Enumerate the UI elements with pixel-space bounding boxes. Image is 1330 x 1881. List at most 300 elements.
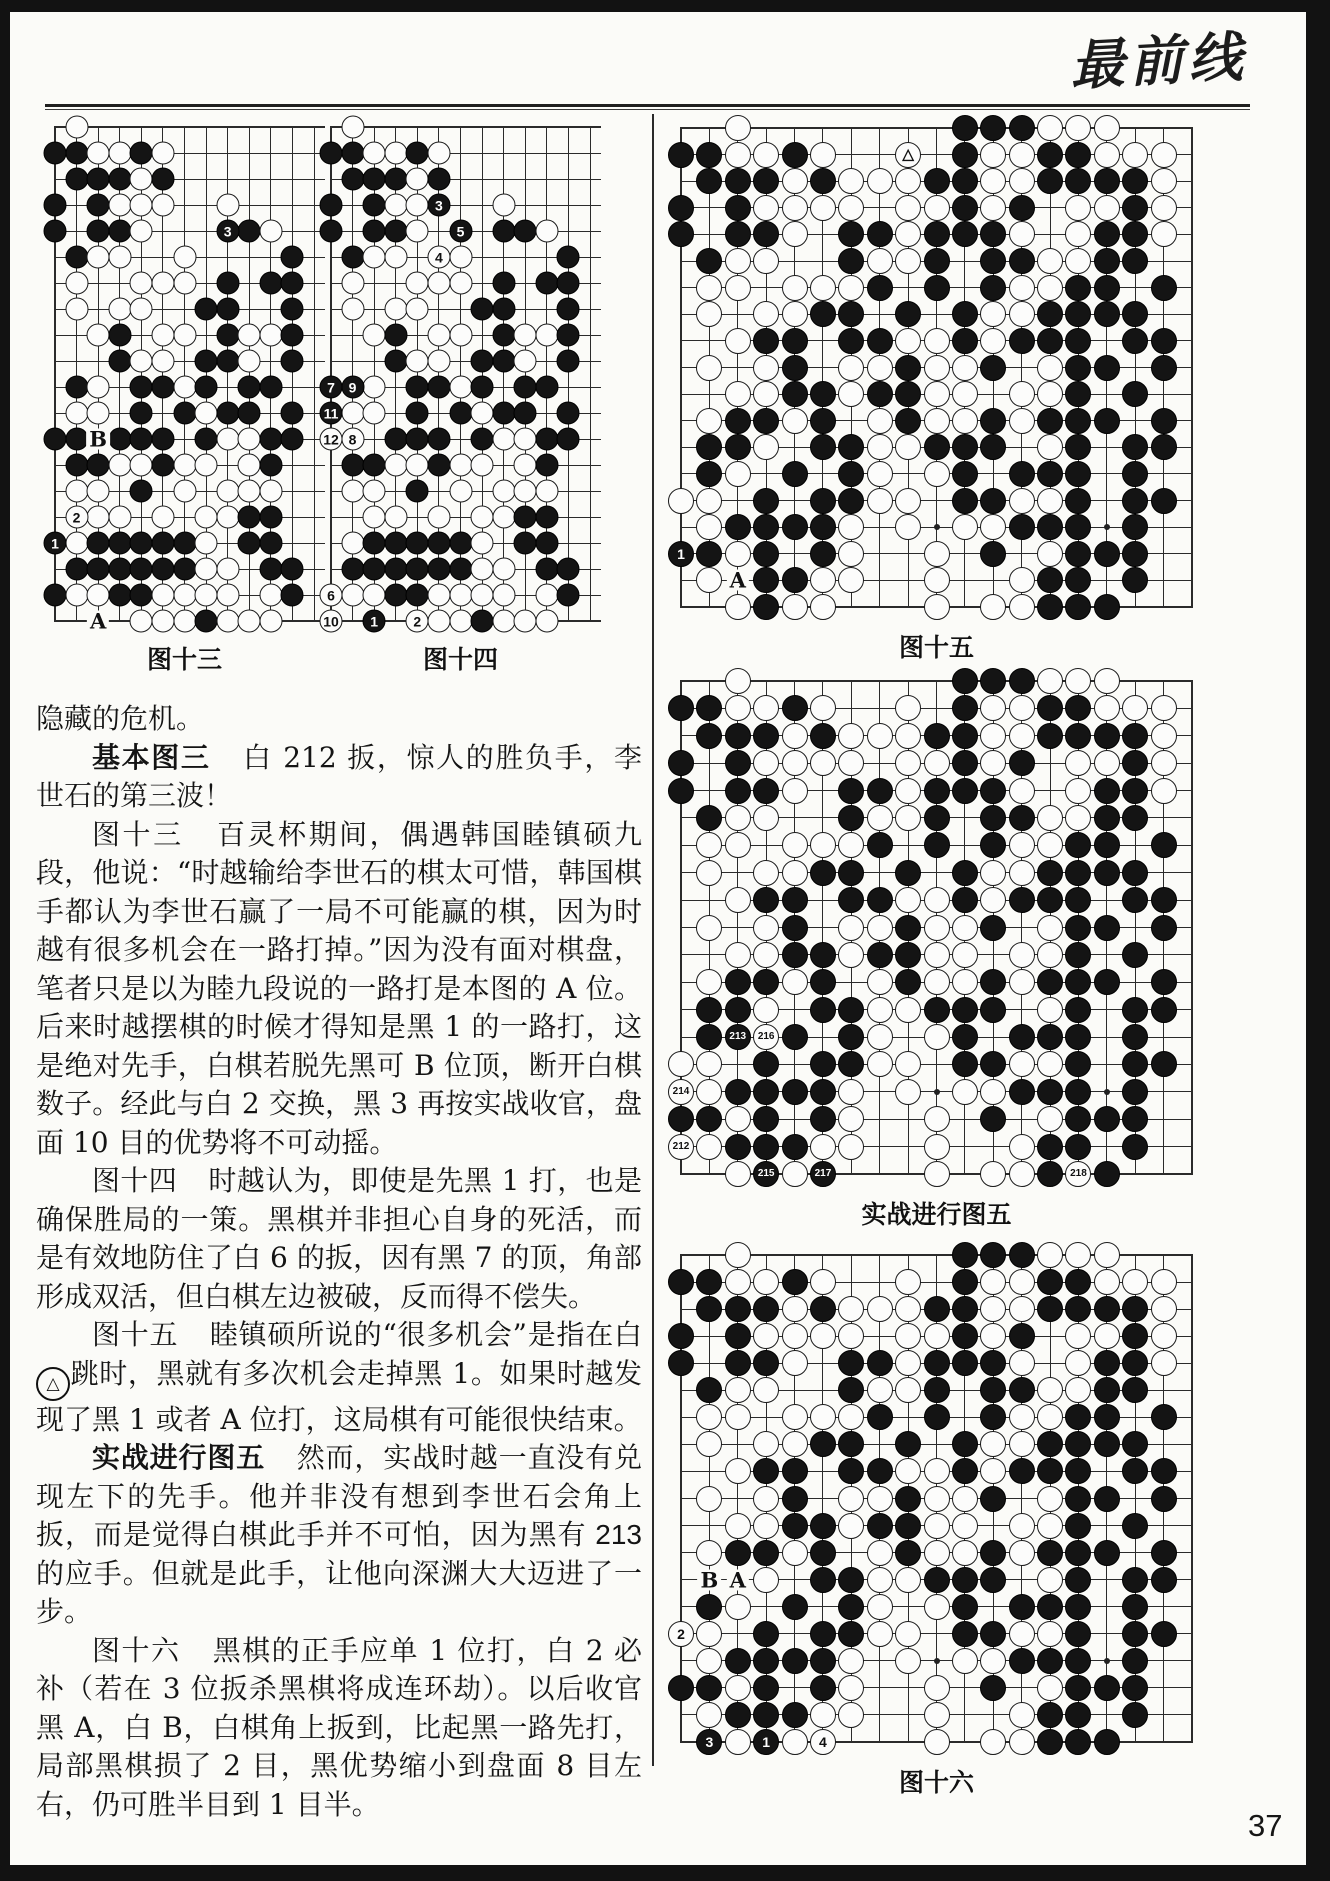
black-stone (1009, 461, 1035, 487)
black-stone (238, 506, 261, 529)
white-stone (867, 1377, 893, 1403)
black-stone (1122, 997, 1148, 1023)
white-stone (363, 376, 386, 399)
black-stone (363, 168, 386, 191)
white-stone (753, 695, 779, 721)
black-stone (980, 355, 1006, 381)
white-stone (810, 142, 836, 168)
black-stone (406, 402, 429, 425)
black-stone (924, 832, 950, 858)
black-stone (44, 142, 67, 165)
numbered-white-stone (1065, 1161, 1091, 1187)
black-stone (87, 194, 110, 217)
black-stone (952, 723, 978, 749)
black-stone (952, 1594, 978, 1620)
white-stone (952, 1540, 978, 1566)
black-stone (838, 328, 864, 354)
white-stone (341, 116, 364, 139)
white-stone (341, 402, 364, 425)
white-stone (980, 328, 1006, 354)
white-stone (782, 1404, 808, 1430)
white-stone (980, 1296, 1006, 1322)
black-stone (238, 402, 261, 425)
black-stone (924, 778, 950, 804)
black-stone (1151, 1567, 1177, 1593)
black-stone (838, 1431, 864, 1457)
black-stone (838, 860, 864, 886)
black-stone (696, 168, 722, 194)
white-stone (238, 454, 261, 477)
black-stone (44, 194, 67, 217)
black-stone (173, 402, 196, 425)
black-stone (1065, 1594, 1091, 1620)
black-stone (151, 532, 174, 555)
black-stone (725, 195, 751, 221)
white-stone (725, 248, 751, 274)
black-stone (130, 402, 153, 425)
white-stone (535, 324, 558, 347)
white-stone (173, 272, 196, 295)
black-stone (238, 220, 261, 243)
black-stone (384, 220, 407, 243)
black-stone (1065, 488, 1091, 514)
white-stone (1009, 969, 1035, 995)
black-stone (725, 1350, 751, 1376)
black-stone (1151, 1621, 1177, 1647)
white-stone (151, 610, 174, 633)
numbered-black-stone (696, 1729, 722, 1755)
white-stone (952, 915, 978, 941)
black-stone (668, 695, 694, 721)
black-stone (1009, 115, 1035, 141)
board-star-point (1104, 1089, 1110, 1095)
white-stone (1151, 1350, 1177, 1376)
stone-label: 2 (72, 509, 81, 525)
white-stone (384, 454, 407, 477)
white-stone (406, 272, 429, 295)
white-stone (924, 1024, 950, 1050)
white-stone (980, 1323, 1006, 1349)
black-stone (1037, 461, 1063, 487)
white-stone (895, 1648, 921, 1674)
black-stone (924, 997, 950, 1023)
white-stone (1009, 488, 1035, 514)
board-caption: 图十三 (146, 646, 222, 674)
white-stone (471, 558, 494, 581)
black-stone (867, 1350, 893, 1376)
black-stone (108, 584, 131, 607)
black-stone (1094, 355, 1120, 381)
stone-label: 213 (729, 1031, 747, 1043)
black-stone (1037, 1431, 1063, 1457)
white-stone (195, 454, 218, 477)
numbered-white-stone (753, 1024, 779, 1050)
white-stone (924, 408, 950, 434)
black-stone (341, 454, 364, 477)
white-stone (363, 506, 386, 529)
white-stone (753, 1377, 779, 1403)
white-stone (1094, 142, 1120, 168)
black-stone (281, 324, 304, 347)
black-stone (696, 461, 722, 487)
black-stone (753, 488, 779, 514)
numbered-white-stone (320, 428, 343, 451)
white-stone (924, 1594, 950, 1620)
white-stone (895, 1621, 921, 1647)
white-stone (924, 461, 950, 487)
white-stone (952, 1486, 978, 1512)
white-stone (1122, 695, 1148, 721)
black-stone (1009, 1024, 1035, 1050)
board-gridline (54, 126, 325, 129)
black-stone (195, 610, 218, 633)
white-stone (980, 594, 1006, 620)
paragraph-label: 基本图三 (92, 741, 211, 773)
black-stone (782, 1486, 808, 1512)
white-stone (867, 1486, 893, 1512)
numbered-black-stone (341, 376, 364, 399)
black-stone (753, 567, 779, 593)
black-stone (1151, 488, 1177, 514)
white-stone (924, 195, 950, 221)
paragraph-fig13: 图十三 百灵杯期间，偶遇韩国睦镇硕九段，他说：“时越输给李世石的棋太可惜，韩国棋手都认为李世石赢了一局不可能赢的棋，因为时越有很多机会在一路打掉。”因为没有面对棋盘，笔者只是以为睦九段说的一路打是本图的 A 位。后来时越摆棋的时候才得知是黑 1 的一路打，这是绝对先手，白棋若脱先黑可 B 位顶，断开白棋数子。经此与白 2 交换，黑 3 再按实战收官，盘面 10 目的优势将不可动摇。 (36, 817, 642, 1159)
white-stone (535, 220, 558, 243)
black-stone (1122, 942, 1148, 968)
numbered-black-stone (753, 1729, 779, 1755)
numbered-black-stone (216, 220, 239, 243)
white-stone (108, 142, 131, 165)
white-stone (151, 272, 174, 295)
black-stone (1037, 168, 1063, 194)
white-stone (1037, 668, 1063, 694)
white-stone (108, 246, 131, 269)
numbered-black-stone (320, 402, 343, 425)
black-stone (1122, 805, 1148, 831)
white-stone (895, 1458, 921, 1484)
white-stone (65, 584, 88, 607)
white-stone (838, 723, 864, 749)
white-stone (363, 246, 386, 269)
magazine-section-logo: 最前线 (1068, 24, 1249, 98)
black-stone (238, 376, 261, 399)
black-stone (449, 402, 472, 425)
white-stone (1151, 1323, 1177, 1349)
white-stone (782, 832, 808, 858)
stone-label: 2 (413, 613, 422, 629)
black-stone (1151, 434, 1177, 460)
black-stone (838, 221, 864, 247)
black-stone (753, 778, 779, 804)
black-stone (1065, 1702, 1091, 1728)
black-stone (895, 381, 921, 407)
white-stone (1151, 195, 1177, 221)
white-stone (449, 610, 472, 633)
black-stone (924, 221, 950, 247)
white-stone (867, 434, 893, 460)
board-letter-label: A (727, 1569, 749, 1590)
black-stone (1037, 1540, 1063, 1566)
black-stone (1094, 915, 1120, 941)
black-stone (867, 1513, 893, 1539)
black-stone (867, 381, 893, 407)
stone-label: 1 (762, 1734, 771, 1750)
white-stone (696, 1051, 722, 1077)
white-stone (696, 860, 722, 886)
black-stone (924, 275, 950, 301)
black-stone (1009, 248, 1035, 274)
white-stone (867, 408, 893, 434)
white-stone (406, 298, 429, 321)
black-stone (44, 220, 67, 243)
black-stone (1094, 1431, 1120, 1457)
white-stone (895, 887, 921, 913)
white-stone (952, 1079, 978, 1105)
white-stone (867, 723, 893, 749)
numbered-black-stone (44, 532, 67, 555)
black-stone (1094, 1161, 1120, 1187)
black-stone (838, 461, 864, 487)
black-stone (1065, 1648, 1091, 1674)
white-stone (725, 1513, 751, 1539)
black-stone (980, 488, 1006, 514)
black-stone (1065, 1404, 1091, 1430)
white-stone (1065, 750, 1091, 776)
black-stone (952, 221, 978, 247)
black-stone (753, 1540, 779, 1566)
white-stone (151, 324, 174, 347)
black-stone (1122, 1051, 1148, 1077)
black-stone (363, 532, 386, 555)
white-stone (782, 275, 808, 301)
white-stone (1037, 1051, 1063, 1077)
white-stone (173, 610, 196, 633)
black-stone (980, 1350, 1006, 1376)
white-stone (87, 480, 110, 503)
white-stone (1037, 488, 1063, 514)
white-stone (259, 324, 282, 347)
black-stone (151, 168, 174, 191)
paragraph-label: 图十四 (92, 1164, 178, 1197)
black-stone (810, 969, 836, 995)
black-stone (1065, 355, 1091, 381)
white-stone (725, 541, 751, 567)
black-stone (1037, 1269, 1063, 1295)
black-stone (895, 355, 921, 381)
black-stone (867, 1458, 893, 1484)
white-stone (87, 584, 110, 607)
black-stone (1009, 750, 1035, 776)
white-stone (173, 246, 196, 269)
black-stone (952, 115, 978, 141)
white-stone (1151, 778, 1177, 804)
white-stone (810, 832, 836, 858)
white-stone (427, 142, 450, 165)
black-stone (406, 428, 429, 451)
white-stone (1009, 1269, 1035, 1295)
white-stone (810, 1702, 836, 1728)
white-stone (471, 532, 494, 555)
white-stone (952, 942, 978, 968)
black-stone (980, 832, 1006, 858)
black-stone (753, 887, 779, 913)
black-stone (924, 434, 950, 460)
black-stone (195, 350, 218, 373)
black-stone (838, 997, 864, 1023)
black-stone (924, 1377, 950, 1403)
go-board-shizhan5 (668, 668, 1205, 1229)
numbered-black-stone (320, 376, 343, 399)
white-stone (1009, 275, 1035, 301)
stone-label: 7 (327, 379, 335, 395)
black-stone (535, 558, 558, 581)
stone-label: 11 (323, 405, 339, 421)
white-stone (1094, 1323, 1120, 1349)
black-stone (867, 275, 893, 301)
black-stone (725, 1296, 751, 1322)
black-stone (1151, 969, 1177, 995)
white-stone (514, 480, 537, 503)
white-stone (838, 168, 864, 194)
black-stone (87, 220, 110, 243)
black-stone (173, 532, 196, 555)
black-stone (151, 558, 174, 581)
black-stone (1037, 723, 1063, 749)
black-stone (895, 1513, 921, 1539)
white-stone (130, 350, 153, 373)
white-stone (725, 1458, 751, 1484)
white-stone (195, 584, 218, 607)
black-stone (259, 454, 282, 477)
black-stone (1094, 275, 1120, 301)
header-rule-thin (45, 109, 1250, 110)
white-stone (696, 275, 722, 301)
black-stone (782, 1079, 808, 1105)
black-stone (1065, 1621, 1091, 1647)
white-stone (980, 142, 1006, 168)
black-stone (810, 408, 836, 434)
white-stone (867, 461, 893, 487)
black-stone (1009, 328, 1035, 354)
black-stone (1122, 1350, 1148, 1376)
black-stone (1122, 541, 1148, 567)
numbered-black-stone (427, 194, 450, 217)
black-stone (895, 1540, 921, 1566)
black-stone (130, 142, 153, 165)
white-stone (173, 584, 196, 607)
white-stone (1065, 1350, 1091, 1376)
black-stone (1065, 1431, 1091, 1457)
black-stone (838, 1051, 864, 1077)
black-stone (1094, 969, 1120, 995)
white-stone (838, 1323, 864, 1349)
black-stone (867, 887, 893, 913)
white-stone (838, 1702, 864, 1728)
black-stone (753, 1648, 779, 1674)
black-stone (108, 220, 131, 243)
black-stone (151, 428, 174, 451)
white-stone (725, 142, 751, 168)
paragraph-game-fig5: 实战进行图五 然而，实战时越一直没有兑现左下的先手。他并非没有想到李世石会角上扳，而是觉得白棋此手并不可怕，因为黑有 213 的应手。但就是此手，让他向深渊大大迈进了一步。 (36, 1442, 642, 1628)
white-stone (895, 1051, 921, 1077)
black-stone (1065, 408, 1091, 434)
black-stone (753, 1106, 779, 1132)
white-stone (725, 1377, 751, 1403)
white-stone (427, 350, 450, 373)
white-stone (1094, 115, 1120, 141)
white-stone (753, 434, 779, 460)
black-stone (810, 1079, 836, 1105)
black-stone (810, 168, 836, 194)
white-stone (216, 610, 239, 633)
white-stone (924, 887, 950, 913)
white-stone (1009, 594, 1035, 620)
black-stone (952, 1269, 978, 1295)
numbered-white-stone (668, 1621, 694, 1647)
board-star-point (1104, 524, 1110, 530)
white-stone (725, 1106, 751, 1132)
black-stone (980, 1486, 1006, 1512)
black-stone (1009, 887, 1035, 913)
black-stone (1122, 168, 1148, 194)
white-stone (341, 480, 364, 503)
white-stone (838, 541, 864, 567)
black-stone (1065, 1269, 1091, 1295)
white-stone (363, 142, 386, 165)
black-stone (1037, 594, 1063, 620)
go-board-fig15 (668, 115, 1205, 662)
black-stone (341, 142, 364, 165)
black-stone (1065, 1079, 1091, 1105)
white-stone (696, 1540, 722, 1566)
white-stone (867, 997, 893, 1023)
black-stone (867, 832, 893, 858)
black-stone (281, 350, 304, 373)
black-stone (259, 532, 282, 555)
white-stone (65, 402, 88, 425)
black-stone (696, 695, 722, 721)
white-stone (427, 272, 450, 295)
white-stone (1037, 434, 1063, 460)
white-stone (753, 195, 779, 221)
black-stone (952, 1621, 978, 1647)
black-stone (557, 272, 580, 295)
black-stone (492, 402, 515, 425)
white-stone (1065, 778, 1091, 804)
white-stone (725, 594, 751, 620)
white-stone (1094, 750, 1120, 776)
black-stone (753, 1350, 779, 1376)
black-stone (320, 142, 343, 165)
white-stone (782, 594, 808, 620)
black-stone (449, 532, 472, 555)
black-stone (320, 194, 343, 217)
black-stone (406, 532, 429, 555)
black-stone (1094, 1296, 1120, 1322)
black-stone (782, 1513, 808, 1539)
white-stone (341, 272, 364, 295)
black-stone (924, 168, 950, 194)
black-stone (924, 1296, 950, 1322)
white-stone (838, 381, 864, 407)
black-stone (753, 1051, 779, 1077)
white-stone (1151, 1269, 1177, 1295)
white-stone (753, 1269, 779, 1295)
stone-label: 1 (370, 613, 379, 629)
white-stone (1151, 723, 1177, 749)
white-stone (895, 1567, 921, 1593)
black-stone (810, 1513, 836, 1539)
black-stone (384, 428, 407, 451)
